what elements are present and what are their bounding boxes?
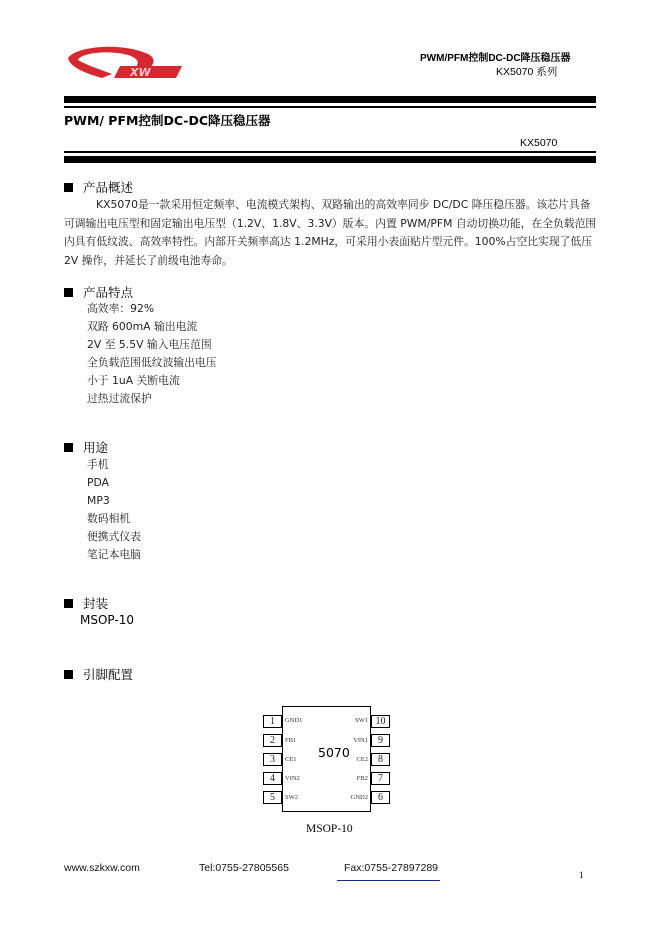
pin-name-3: CE1 [285,756,297,763]
section-heading-overview [64,178,133,196]
bullet-square-icon [64,599,73,608]
list-item: 数码相机 [87,512,131,525]
header-rule-thick [64,96,596,103]
section-heading-text: 产品特点 [83,285,134,300]
list-item: 手机 [87,458,109,471]
document-model: KX5070 [520,137,558,149]
company-logo [62,44,184,84]
overview-text: KX5070是一款采用恒定频率、电流模式架构、双路输出的高效率同步 DC/DC 降压稳压器。该芯片具备可调输出电压型和固定输出电压型（1.2V、1.8V、3.3V）版本。内置 PWM/PFM 自动切换功能，在全负载范围内具有低纹波、高效率特性。内部开关频率高达 1.2MHz，可采用小表面贴片型元件。100%占空比实现了低压 2V 操作，并延长了前级电池寿命。 [64,198,597,267]
header-rule-thin [64,106,596,108]
section-heading-text: 用途 [83,440,109,455]
section-heading-pinout [64,665,133,683]
pin-name-6: GND2 [350,794,368,801]
bullet-square-icon [64,288,73,297]
overview-paragraph [64,196,597,270]
bullet-square-icon [64,443,73,452]
section-heading-text: 产品概述 [83,180,134,195]
section-heading-text: 引脚配置 [83,667,134,682]
applications-list [87,456,141,564]
list-item: PDA [87,476,110,489]
pin-name-4: VIN2 [285,775,300,782]
pin-1: 1 [263,715,282,728]
pin-3: 3 [263,753,282,766]
pin-7: 7 [371,772,390,785]
list-item: 高效率：92% [87,302,155,315]
title-rule-thick [64,156,596,163]
pin-8: 8 [371,753,390,766]
package-value: MSOP-10 [80,613,134,627]
pin-5: 5 [263,791,282,804]
pin-name-8: CE2 [356,756,368,763]
pin-9: 9 [371,734,390,747]
bullet-square-icon [64,670,73,679]
list-item: 2V 至 5.5V 输入电压范围 [87,338,212,351]
pin-name-9: VIN1 [353,737,368,744]
header-series: KX5070 系列 [496,66,558,78]
pinout-caption: MSOP-10 [306,823,353,835]
page-number: 1 [579,870,584,880]
title-rule-thin [64,151,596,153]
pin-2: 2 [263,734,282,747]
footer-fax: Fax:0755-27897289 [344,862,438,874]
pin-name-10: SW1 [355,717,368,724]
logo-text: XW [130,66,151,79]
pin-name-5: SW2 [285,794,298,801]
list-item: MP3 [87,494,110,507]
document-title: PWM/ PFM控制DC-DC降压稳压器 [64,113,271,128]
logo-swoosh-icon [62,44,184,84]
list-item: 便携式仪表 [87,530,141,543]
pin-6: 6 [371,791,390,804]
pin-name-2: FB1 [285,737,297,744]
pin-4: 4 [263,772,282,785]
list-item: 双路 600mA 输出电流 [87,320,198,333]
section-heading-package [64,594,108,612]
footer-tel: Tel:0755-27805565 [199,862,289,874]
header-title: PWM/PFM控制DC-DC降压稳压器 [420,53,571,64]
list-item: 小于 1uA 关断电流 [87,374,180,387]
pin-name-1: GND1 [285,717,303,724]
features-list [87,300,217,408]
pin-name-7: FB2 [356,775,368,782]
section-heading-text: 封装 [83,596,109,611]
list-item: 全负载范围低纹波输出电压 [87,356,217,369]
pin-10: 10 [371,715,390,728]
chip-label: 5070 [318,745,350,760]
bullet-square-icon [64,183,73,192]
footer-website: www.szkxw.com [64,862,140,874]
list-item: 过热过流保护 [87,392,152,405]
section-heading-applications [64,438,108,456]
section-heading-features [64,283,133,301]
list-item: 笔记本电脑 [87,548,141,561]
footer-underline [337,880,440,881]
